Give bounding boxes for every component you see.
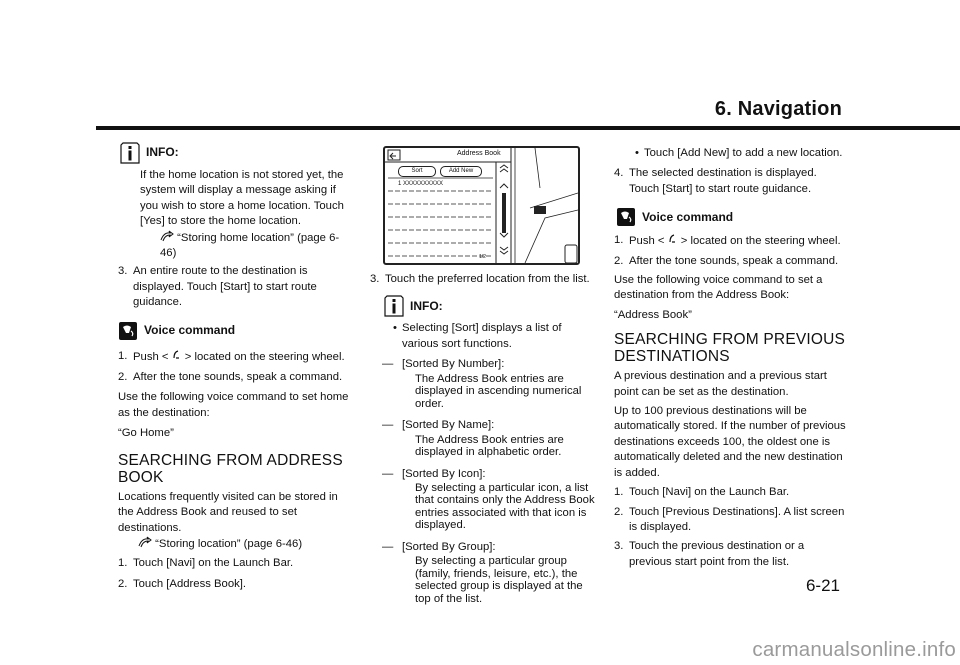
step-2 (118, 577, 350, 592)
step-text: An entire route to the destination is displayed. Touch [Start] to start route guidance. (133, 265, 317, 309)
sort-option (370, 418, 600, 458)
sort-option (370, 540, 600, 605)
header-rule (96, 126, 960, 130)
step-3 (118, 264, 350, 310)
step-3 (614, 539, 846, 570)
sort-button[interactable]: Sort (398, 166, 436, 177)
info-text: If the home location is not stored yet, the system will display a message asking if you wish to store a home location. Touch [Yes] to store the home location. (140, 169, 344, 228)
step-number: 3. (118, 265, 128, 278)
voice-command-heading-row (118, 321, 350, 341)
step-text: Touch [Navi] on the Launch Bar. (629, 486, 790, 499)
reference-arrow-icon (138, 536, 152, 548)
voice-step-1 (118, 349, 350, 365)
voice-command-icon (118, 321, 138, 341)
address-book-screen-illustration (383, 146, 580, 265)
step-text: After the tone sounds, speak a command. (629, 254, 839, 267)
column-2 (370, 272, 600, 605)
section-paragraph: A previous destination and a previous start point can be set as the destination. (614, 370, 827, 398)
page-indicator: 1/2 (479, 254, 486, 260)
step-text-post: > located on the steering wheel. (184, 350, 345, 363)
sort-option-text: By selecting a particular group (family, friends, leisure, etc.), the selected group is displayed at the top of the list. (415, 555, 583, 605)
bullet-item (370, 321, 600, 352)
dash-mark: — (382, 419, 394, 432)
sort-option (370, 357, 600, 410)
watermark: carmanualsonline.info (752, 638, 956, 661)
voice-command-heading: Voice command (144, 322, 236, 337)
step-4 (614, 166, 846, 197)
step-number: 2. (118, 371, 128, 384)
info-icon (120, 142, 140, 164)
page-header-title: 6. Navigation (714, 98, 842, 120)
sort-option-text: The Address Book entries are displayed in alphabetic order. (415, 433, 564, 459)
bullet-text: Touch [Add New] to add a new location. (644, 147, 843, 159)
add-new-button[interactable]: Add New (440, 166, 482, 177)
step-text: Touch the previous destination or a previous start point from the list. (629, 540, 805, 568)
step-text: Touch [Address Book]. (133, 577, 247, 590)
step-1 (614, 485, 846, 500)
reference-text: “Storing location” (page 6-46) (155, 537, 303, 550)
step-text: Touch [Navi] on the Launch Bar. (133, 557, 294, 570)
dash-mark: — (382, 358, 394, 371)
step-text-pre: Push < (133, 350, 169, 363)
step-number: 3. (370, 273, 380, 285)
sort-option-text: By selecting a particular icon, a list that contains only the Address Book entries associated with that icon is displayed. (415, 481, 595, 532)
step-text: Touch [Previous Destinations]. A list screen is displayed. (629, 505, 845, 533)
voice-instruction: Use the following voice command to set home as the destination: (118, 391, 349, 419)
step-number: 2. (614, 505, 624, 518)
section-paragraph: Up to 100 previous destinations will be automatically stored. If the number of previous destinations exceeds 100, the oldest one is automatically deleted and the new destination is added. (614, 405, 846, 479)
reference-arrow-icon (160, 230, 174, 242)
talk-switch-icon (668, 233, 678, 244)
step-number: 1. (614, 234, 624, 247)
bullet-dot: • (393, 322, 397, 335)
info-heading: INFO: (146, 145, 179, 160)
voice-step-1 (614, 233, 846, 249)
voice-phrase: “Go Home” (118, 427, 174, 440)
voice-step-2 (118, 370, 350, 385)
reference-link[interactable] (118, 536, 350, 552)
address-book-entry[interactable]: 1 XXXXXXXXXX (398, 181, 444, 187)
voice-instruction: Use the following voice command to set a destination from the Address Book: (614, 274, 823, 302)
info-heading: INFO: (410, 298, 443, 313)
sort-option-title: [Sorted By Icon]: (402, 467, 486, 480)
step-text: The selected destination is displayed. Touch [Start] to start route guidance. (629, 167, 817, 195)
step-text-post: > located on the steering wheel. (680, 235, 841, 248)
step-number: 1. (118, 557, 128, 570)
bullet-dot: • (635, 147, 639, 159)
section-text: Locations frequently visited can be stored in the Address Book and reused to set destinations. (118, 490, 338, 534)
reference-text: “Storing home location” (page 6-46) (160, 231, 340, 260)
info-icon (384, 295, 404, 317)
voice-command-heading-row (616, 207, 846, 227)
sort-option-title: [Sorted By Number]: (402, 358, 505, 371)
dash-mark: — (382, 467, 394, 480)
step-number: 1. (118, 349, 128, 362)
section-title: SEARCHING FROM PREVIOUS DESTINATIONS (614, 331, 846, 366)
sort-option-text: The Address Book entries are displayed in ascending numerical order. (415, 372, 582, 410)
step-text: After the tone sounds, speak a command. (133, 371, 343, 384)
bullet-text: Selecting [Sort] displays a list of various sort functions. (402, 322, 562, 350)
dash-mark: — (382, 540, 394, 553)
step-1 (118, 556, 350, 571)
step-3 (370, 272, 600, 287)
screen-title: Address Book (457, 150, 501, 157)
step-number: 4. (614, 167, 624, 180)
step-text: Touch the preferred location from the list. (385, 273, 590, 285)
sort-option-title: [Sorted By Group]: (402, 540, 496, 553)
sort-option-title: [Sorted By Name]: (402, 419, 495, 432)
voice-command-icon (616, 207, 636, 227)
step-number: 2. (118, 577, 128, 590)
step-number: 1. (614, 486, 624, 499)
sort-option (370, 467, 600, 532)
step-text-pre: Push < (629, 235, 665, 248)
reference-link[interactable] (118, 230, 350, 262)
voice-phrase: “Address Book” (614, 308, 692, 321)
page-number: 6-21 (805, 576, 840, 595)
voice-step-2 (614, 254, 846, 269)
bullet-item (614, 146, 846, 161)
voice-command-heading: Voice command (642, 209, 734, 224)
step-number: 2. (614, 254, 624, 267)
step-number: 3. (614, 540, 624, 553)
column-3 (614, 146, 846, 570)
column-1 (118, 142, 350, 592)
section-title: SEARCHING FROM ADDRESS BOOK (118, 451, 343, 486)
talk-switch-icon (172, 349, 182, 360)
step-2 (614, 505, 846, 536)
